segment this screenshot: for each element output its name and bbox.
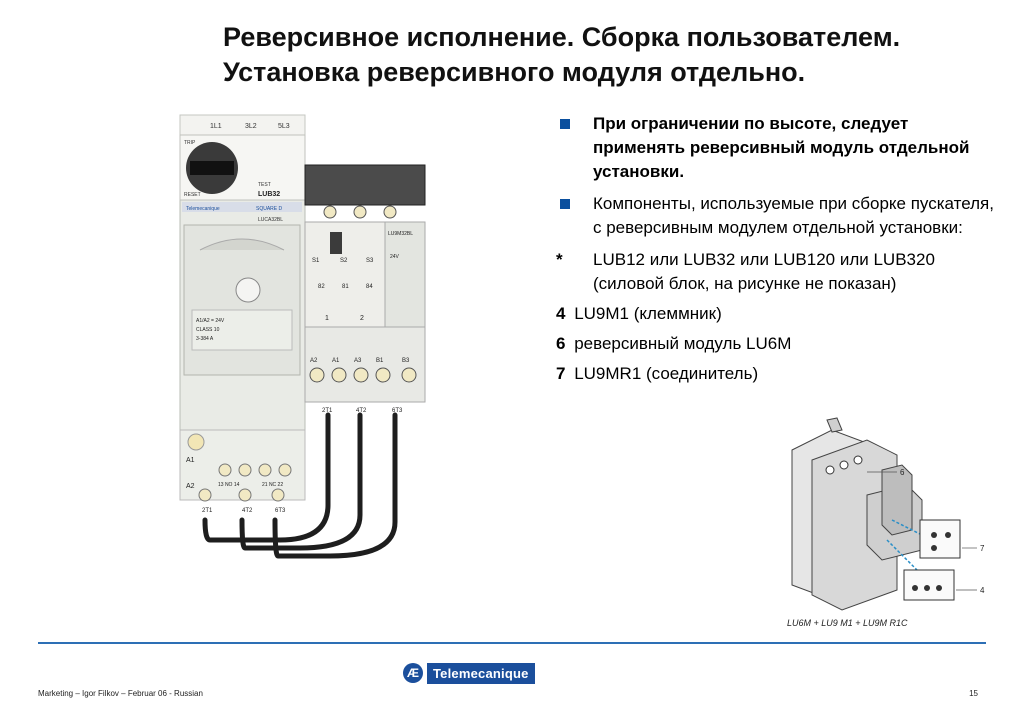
left-a1: A1	[186, 457, 195, 464]
term-top-3: 5L3	[278, 123, 290, 130]
no-label: 13 NO 14	[218, 482, 240, 488]
out-bottom-2: 4T2	[242, 508, 253, 514]
test-label: TEST	[258, 182, 271, 188]
assembly-diagram	[772, 410, 1000, 630]
out-top-2: 4T2	[356, 408, 367, 414]
n84-label: 84	[366, 284, 373, 290]
out-top-1: 2T1	[322, 408, 333, 414]
title-line-2: Установка реверсивного модуля отдельно.	[223, 57, 806, 87]
bullet-2	[556, 192, 996, 240]
callout-6: 6	[900, 468, 905, 477]
term-top-2: 3L2	[245, 123, 257, 130]
footer-credit: Marketing – Igor Filkov – Februar 06 - Russian	[38, 689, 203, 698]
bullet-square-icon	[560, 199, 570, 209]
logo-mark-icon: Æ	[403, 663, 423, 683]
title-line-1: Реверсивное исполнение. Сборка пользователем.	[223, 22, 901, 52]
nc-label: 21 NC 22	[262, 482, 284, 488]
component-6-num: 6	[556, 334, 566, 353]
bullet-1-text: При ограничении по высоте, следует применять реверсивный модуль отдельной установки.	[593, 114, 970, 181]
logo-wordmark: Telemecanique	[427, 663, 535, 684]
bullet-square-icon	[560, 119, 570, 129]
component-star	[556, 248, 996, 296]
term-top-1: 1L1	[210, 123, 222, 130]
component-6	[556, 332, 996, 356]
slide-title	[223, 20, 1003, 90]
brand-small: Telemecanique	[186, 206, 220, 212]
component-4-text: LU9M1 (клеммник)	[574, 304, 722, 323]
a2-label: A2	[310, 358, 318, 364]
arrow-1: 1	[325, 315, 329, 322]
component-4	[556, 302, 996, 326]
class-label: CLASS 10	[196, 327, 220, 333]
callout-4: 4	[980, 586, 985, 595]
a3-label: A3	[354, 358, 362, 364]
a1-label: A1	[332, 358, 340, 364]
b1-label: B1	[376, 358, 384, 364]
out-bottom-1: 2T1	[202, 508, 213, 514]
out-bottom-3: 6T3	[275, 508, 286, 514]
diagram-caption: LU6M + LU9 M1 + LU9M R1C	[787, 618, 908, 628]
telemecanique-logo	[403, 661, 535, 685]
component-7-text: LU9MR1 (соединитель)	[574, 364, 759, 383]
luca-label: LUCA32BL	[258, 217, 284, 223]
n81-label: 81	[342, 284, 349, 290]
component-7	[556, 362, 996, 386]
n82-label: 82	[318, 284, 325, 290]
s1-label: S1	[312, 258, 320, 264]
bullet-1	[556, 112, 996, 184]
component-7-num: 7	[556, 364, 566, 383]
current-label: 3-384 A	[196, 336, 214, 342]
starter-assembly-photo	[170, 110, 440, 560]
bullet-2-text: Компоненты, используемые при сборке пускателя, с реверсивным модулем отдельной установки:	[593, 194, 994, 237]
left-a2: A2	[186, 483, 195, 490]
arrow-2: 2	[360, 315, 364, 322]
lub-label: LUB32	[258, 191, 281, 198]
component-6-text: реверсивный модуль LU6M	[574, 334, 792, 353]
b3-label: B3	[402, 358, 410, 364]
component-4-num: 4	[556, 304, 566, 323]
callout-7: 7	[980, 544, 985, 553]
footer-divider	[38, 642, 986, 644]
module-label: LU9M32BL	[388, 231, 414, 237]
s2-label: S2	[340, 258, 348, 264]
square-d: SQUARE D	[256, 206, 283, 212]
coil-label: A1/A2 = 24V	[196, 318, 225, 324]
out-top-3: 6T3	[392, 408, 403, 414]
page-number: 15	[969, 689, 978, 698]
s3-label: S3	[366, 258, 374, 264]
trip-label: TRIP	[184, 140, 196, 146]
module-volt: 24V	[390, 254, 399, 260]
reset-label: RESET	[184, 192, 201, 198]
component-star-text: LUB12 или LUB32 или LUB120 или LUB320 (силовой блок, на рисунке не показан)	[593, 250, 935, 293]
component-star-num: *	[556, 250, 563, 269]
content-text	[556, 112, 996, 392]
